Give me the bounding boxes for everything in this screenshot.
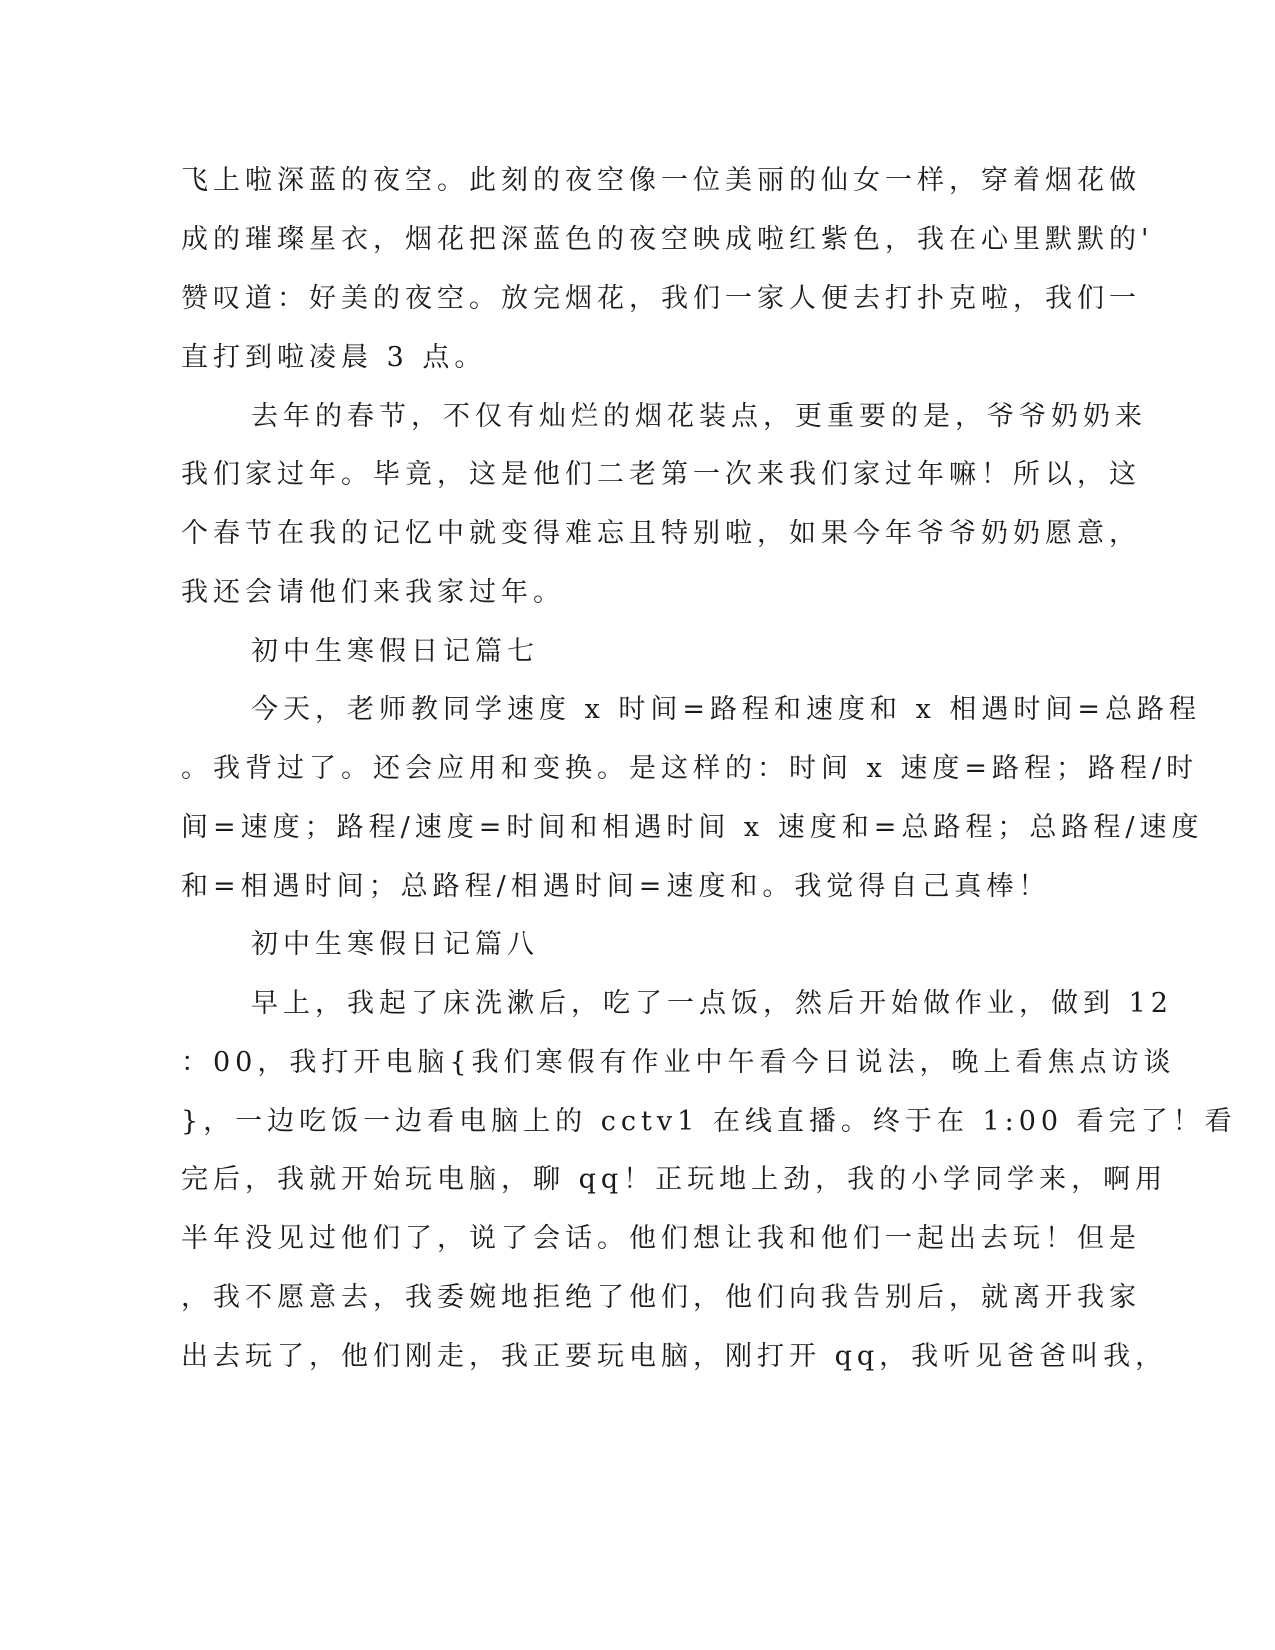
text-line: }，一边吃饭一边看电脑上的 cctv1 在线直播。终于在 1:00 看完了！看 [181, 1106, 1237, 1137]
text-line: 半年没见过他们了，说了会话。他们想让我和他们一起出去玩！但是 [181, 1223, 1141, 1254]
text-line: 成的璀璨星衣，烟花把深蓝色的夜空映成啦红紫色，我在心里默默的' [181, 224, 1154, 255]
text-line: 直打到啦凌晨 3 点。 [181, 342, 487, 373]
text-line: 我们家过年。毕竟，这是他们二老第一次来我们家过年嘛！所以，这 [181, 459, 1141, 490]
section-heading: 初中生寒假日记篇八 [251, 929, 539, 960]
text-line: 和=相遇时间；总路程/相遇时间=速度和。我觉得自己真棒！ [181, 871, 1051, 902]
text-line: ，我不愿意去，我委婉地拒绝了他们，他们向我告别后，就离开我家 [181, 1282, 1141, 1313]
text-line: 飞上啦深蓝的夜空。此刻的夜空像一位美丽的仙女一样，穿着烟花做 [181, 165, 1141, 196]
text-line: 我还会请他们来我家过年。 [181, 577, 565, 608]
text-line: 今天，老师教同学速度 x 时间=路程和速度和 x 相遇时间=总路程 [251, 694, 1202, 725]
text-line: 早上，我起了床洗漱后，吃了一点饭，然后开始做作业，做到 12 [251, 988, 1173, 1019]
text-line: 去年的春节，不仅有灿烂的烟花装点，更重要的是，爷爷奶奶来 [251, 401, 1147, 432]
text-line: 。我背过了。还会应用和变换。是这样的：时间 x 速度=路程；路程/时 [181, 753, 1199, 784]
text-line: 间=速度；路程/速度=时间和相遇时间 x 速度和=总路程；总路程/速度 [181, 812, 1204, 843]
text-line: 完后，我就开始玩电脑，聊 qq！正玩地上劲，我的小学同学来，啊用 [181, 1164, 1168, 1195]
section-heading: 初中生寒假日记篇七 [251, 636, 539, 667]
text-line: 赞叹道：好美的夜空。放完烟花，我们一家人便去打扑克啦，我们一 [181, 283, 1141, 314]
text-line: ：00，我打开电脑{我们寒假有作业中午看今日说法，晚上看焦点访谈 [181, 1047, 1176, 1078]
text-line: 个春节在我的记忆中就变得难忘且特别啦，如果今年爷爷奶奶愿意， [181, 518, 1141, 549]
text-line: 出去玩了，他们刚走，我正要玩电脑，刚打开 qq，我听见爸爸叫我， [181, 1341, 1168, 1372]
